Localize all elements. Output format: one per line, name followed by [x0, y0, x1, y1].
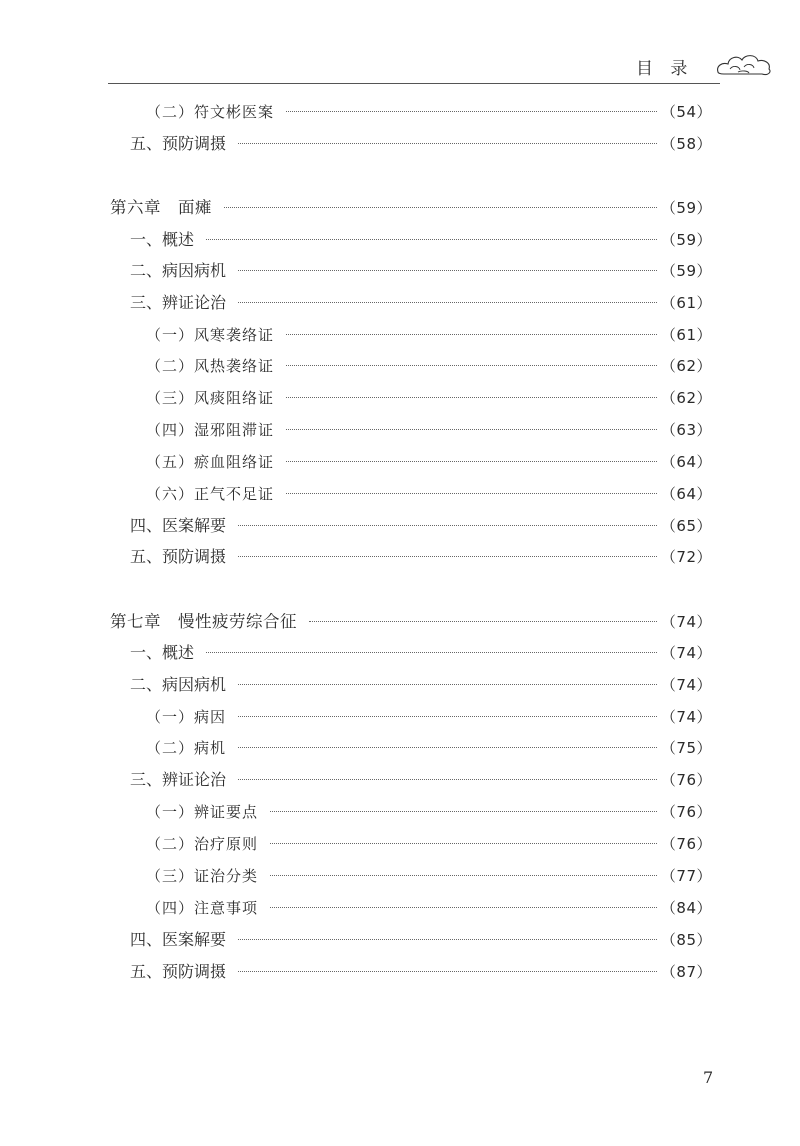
entry-title: （三）风痰阻络证 [146, 389, 275, 407]
dot-leader [286, 461, 657, 462]
page-number: 7 [703, 1068, 714, 1087]
entry-page: （74） [660, 708, 712, 726]
dot-leader [206, 239, 657, 240]
entry-title: （三）证治分类 [146, 867, 259, 885]
toc-section-entry [130, 961, 712, 983]
entry-page: （75） [660, 739, 712, 757]
entry-title: 五、预防调摄 [130, 547, 227, 566]
toc-subsection-entry [146, 101, 712, 123]
toc-subsection-entry [146, 387, 712, 409]
toc-section-entry [130, 515, 712, 537]
dot-leader [238, 716, 657, 717]
dot-leader [270, 811, 657, 812]
header-rule [108, 83, 720, 84]
toc-chapter-entry [110, 611, 712, 633]
entry-title: 四、医案解要 [130, 516, 227, 535]
toc-subsection-entry [146, 706, 712, 728]
entry-title: （二）符文彬医案 [146, 103, 275, 121]
entry-page: （64） [660, 453, 712, 471]
toc-subsection-entry [146, 451, 712, 473]
entry-title: 五、预防调摄 [130, 134, 227, 153]
entry-page: （61） [660, 326, 712, 344]
toc-section-entry [130, 642, 712, 664]
entry-page: （58） [660, 135, 712, 153]
toc-subsection-entry [146, 897, 712, 919]
dot-leader [286, 397, 657, 398]
entry-page: （72） [660, 548, 712, 566]
entry-page: （63） [660, 421, 712, 439]
toc-subsection-entry [146, 483, 712, 505]
entry-page: （64） [660, 485, 712, 503]
entry-page: （76） [660, 803, 712, 821]
entry-page: （65） [660, 517, 712, 535]
entry-page: （59） [660, 262, 712, 280]
toc-subsection-entry [146, 833, 712, 855]
entry-title: 一、概述 [130, 230, 195, 249]
entry-page: （59） [660, 199, 712, 217]
header-title: 目 录 [636, 59, 694, 79]
entry-page: （74） [660, 676, 712, 694]
entry-title: （一）病因 [146, 708, 227, 726]
entry-title: 一、概述 [130, 643, 195, 662]
entry-page: （74） [660, 613, 712, 631]
entry-title: 五、预防调摄 [130, 962, 227, 981]
dot-leader [270, 843, 657, 844]
dot-leader [238, 684, 657, 685]
entry-title: 三、辨证论治 [130, 293, 227, 312]
entry-title: （六）正气不足证 [146, 485, 275, 503]
dot-leader [238, 939, 657, 940]
dot-leader [270, 875, 657, 876]
entry-page: （76） [660, 835, 712, 853]
dot-leader [238, 302, 657, 303]
toc-subsection-entry [146, 324, 712, 346]
entry-title: 第六章 面瘫 [110, 198, 212, 217]
entry-page: （77） [660, 867, 712, 885]
entry-title: （四）注意事项 [146, 899, 259, 917]
toc-section-entry [130, 674, 712, 696]
dot-leader [286, 111, 657, 112]
entry-title: （四）湿邪阻滞证 [146, 421, 275, 439]
entry-page: （85） [660, 931, 712, 949]
entry-title: 第七章 慢性疲劳综合征 [110, 612, 297, 631]
dot-leader [286, 334, 657, 335]
entry-page: （74） [660, 644, 712, 662]
entry-page: （87） [660, 963, 712, 981]
toc-section-entry [130, 929, 712, 951]
entry-title: 二、病因病机 [130, 675, 227, 694]
toc-subsection-entry [146, 865, 712, 887]
entry-title: （一）辨证要点 [146, 803, 259, 821]
dot-leader [238, 971, 657, 972]
toc-section-entry [130, 546, 712, 568]
toc-section-entry [130, 133, 712, 155]
entry-page: （84） [660, 899, 712, 917]
toc-section-entry [130, 292, 712, 314]
entry-page: （59） [660, 231, 712, 249]
toc-subsection-entry [146, 801, 712, 823]
toc-section-entry [130, 229, 712, 251]
entry-page: （54） [660, 103, 712, 121]
toc-section-entry [130, 769, 712, 791]
dot-leader [238, 143, 657, 144]
entry-title: （五）瘀血阻络证 [146, 453, 275, 471]
toc-subsection-entry [146, 355, 712, 377]
toc-chapter-entry [110, 197, 712, 219]
entry-title: （一）风寒袭络证 [146, 326, 275, 344]
dot-leader [286, 493, 657, 494]
dot-leader [309, 621, 657, 622]
toc-subsection-entry [146, 737, 712, 759]
dot-leader [286, 365, 657, 366]
toc-section-entry [130, 260, 712, 282]
dot-leader [238, 270, 657, 271]
toc-subsection-entry [146, 419, 712, 441]
dot-leader [238, 556, 657, 557]
dot-leader [206, 652, 657, 653]
dot-leader [238, 779, 657, 780]
dot-leader [238, 525, 657, 526]
entry-title: 四、医案解要 [130, 930, 227, 949]
entry-title: 三、辨证论治 [130, 770, 227, 789]
entry-title: （二）治疗原则 [146, 835, 259, 853]
dot-leader [286, 429, 657, 430]
dot-leader [224, 207, 657, 208]
entry-page: （62） [660, 389, 712, 407]
entry-page: （61） [660, 294, 712, 312]
entry-title: 二、病因病机 [130, 261, 227, 280]
dot-leader [270, 907, 657, 908]
entry-page: （76） [660, 771, 712, 789]
cloud-ornament-icon [714, 50, 774, 78]
entry-title: （二）病机 [146, 739, 227, 757]
entry-title: （二）风热袭络证 [146, 357, 275, 375]
dot-leader [238, 747, 657, 748]
entry-page: （62） [660, 357, 712, 375]
